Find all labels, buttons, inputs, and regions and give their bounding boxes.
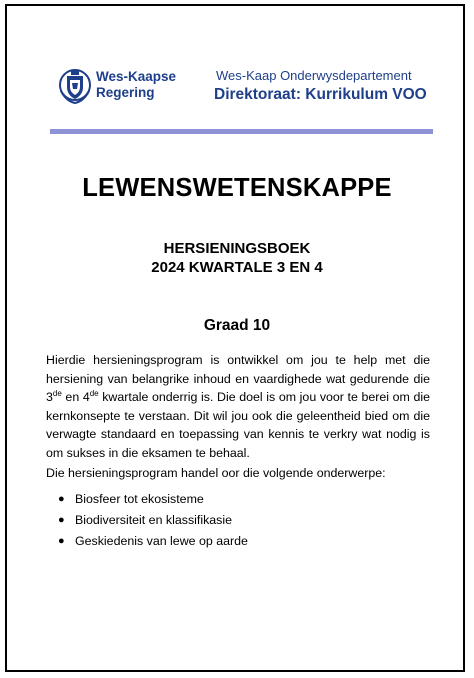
- bullet-icon: ●: [58, 493, 65, 505]
- logo-line1: Wes-Kaapse: [96, 69, 177, 84]
- topic-label: Biodiversiteit en klassifikasie: [75, 513, 233, 527]
- grade-heading: Graad 10: [203, 317, 271, 334]
- topics-intro: Die hersieningsprogram handel oor die volgende onderwerpe:: [46, 466, 386, 480]
- subtitle-line1: HERSIENINGSBOEK: [163, 240, 311, 257]
- directorate-name: Direktoraat: Kurrikulum VOO: [214, 86, 427, 103]
- intro-part3: kwartale onderrig is. Die doel is om jou voor te berei om die kernkonsepte te verstaan. Dit wil jou ook die geleentheid bied om die verwagte standaard en toepassing van kennis te verkry wat nodig is om sukses in die eksamen te behaal.: [46, 390, 430, 460]
- topic-item: [58, 489, 248, 510]
- topic-item: [58, 510, 248, 531]
- intro-paragraph: [46, 351, 430, 463]
- bullet-icon: ●: [58, 514, 65, 526]
- topic-item: [58, 531, 248, 552]
- header-rule: [50, 129, 433, 134]
- intro-part2: en 4: [61, 390, 90, 405]
- subtitle-line2: 2024 KWARTALE 3 EN 4: [151, 259, 323, 276]
- topic-label: Biosfeer tot ekosisteme: [75, 492, 204, 506]
- topics-list: [58, 489, 248, 552]
- intro-sup2: de: [89, 389, 99, 399]
- coat-of-arms-icon: [58, 67, 92, 105]
- logo-line2: Regering: [96, 85, 155, 100]
- intro-part1: Hierdie hersieningsprogram is ontwikkel om jou te help met die hersiening van belangrike inhoud en vaardighede wat gedurende die 3: [46, 353, 430, 405]
- department-name: Wes-Kaap Onderwysdepartement: [216, 68, 412, 83]
- intro-sup1: de: [52, 389, 62, 399]
- bullet-icon: ●: [58, 535, 65, 547]
- topic-label: Geskiedenis van lewe op aarde: [75, 534, 248, 548]
- logo-text: [96, 69, 176, 101]
- document-title: LEWENSWETENSKAPPE: [82, 174, 392, 202]
